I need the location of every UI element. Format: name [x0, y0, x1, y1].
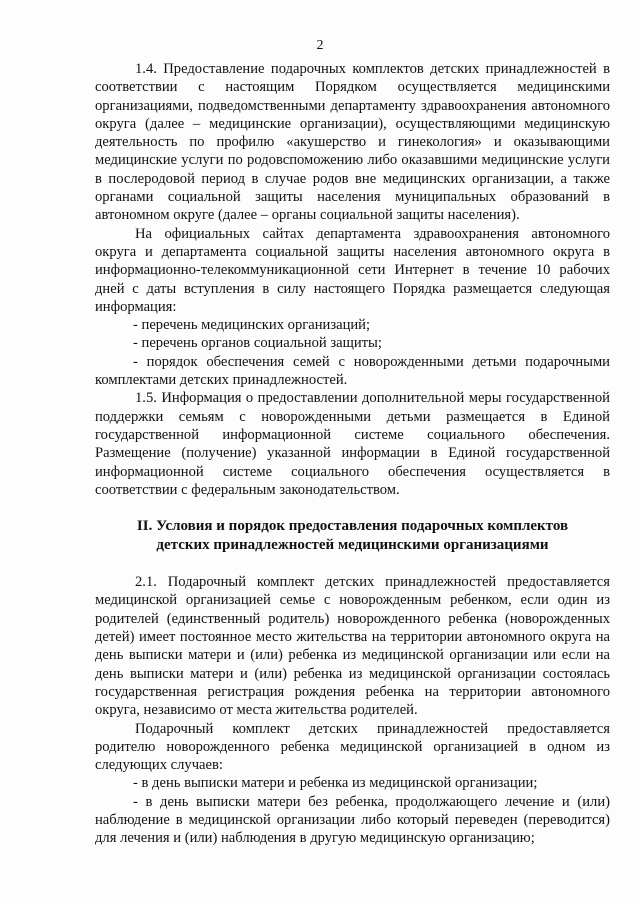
- paragraph-official-sites: На официальных сайтах департамента здравоохранения автономного округа и департамента социальной защиты населения автономного округа в информационно-телекоммуникационной сети Интернет в течение 10 рабочих дней с даты вступления в силу настоящего Порядка размещается следующая информация:: [95, 225, 610, 315]
- section-heading: [95, 517, 610, 555]
- document-body: [95, 60, 610, 848]
- page-number: 2: [316, 38, 324, 53]
- paragraph-1-4: 1.4. Предоставление подарочных комплектов детских принадлежностей в соответствии с настоящим Порядком осуществляется медицинскими организациями, подведомственными департаменту здравоохранения автономного округа (далее – медицинские организации), осуществляющими медицинскую деятельность по профилю «акушерство и гинекология» и оказывающими медицинские услуги по родовспоможению либо оказавшими медицинские услуги в послеродовой период в случае родов вне медицинских организации, а также органами социальной защиты населения муниципальных образований в автономном округе (далее – органы социальной защиты населения).: [95, 61, 610, 224]
- list-item: - перечень органов социальной защиты;: [133, 335, 382, 352]
- list-item: - перечень медицинских организаций;: [133, 317, 371, 334]
- list-item: - в день выписки матери без ребенка, продолжающего лечение и (или) наблюдение в медицинской организации либо который переведен (переводится) для лечения и (или) наблюдения в другую медицинскую организацию;: [95, 793, 610, 847]
- paragraph-1-5: 1.5. Информация о предоставлении дополнительной меры государственной поддержки семьям с новорожденными детьми размещается в Единой государственной информационной системе социального обеспечения. Размещение (получение) указанной информации в Единой государственной информационной системе социального обеспечения осуществляется в соответствии с федеральным законодательством.: [95, 390, 610, 498]
- list-item: - в день выписки матери и ребенка из медицинской организации;: [133, 775, 538, 792]
- section-heading-line: II. Условия и порядок предоставления подарочных комплектов: [136, 518, 569, 535]
- list-item: - порядок обеспечения семей с новорожденными детьми подарочными комплектами детских принадлежностей.: [95, 353, 610, 389]
- paragraph-gift-cases: Подарочный комплект детских принадлежностей предоставляется родителю новорожденного ребенка медицинской организацией в одном из следующих случаев:: [95, 720, 610, 774]
- section-heading-line: детских принадлежностей медицинскими организациями: [156, 537, 549, 554]
- paragraph-2-1: 2.1. Подарочный комплект детских принадлежностей предоставляется медицинской организацией семье с новорожденным ребенком, если один из родителей (единственный родитель) новорожденного ребенка (новорожденных детей) имеет постоянное место жительства на территории автономного округа на день выписки матери и (или) ребенка из медицинской организации или если на день выписки матери и (или) ребенка из медицинской организации состоялась государственная регистрация рождения ребенка на территории автономного округа, независимо от места жительства родителей.: [95, 574, 610, 719]
